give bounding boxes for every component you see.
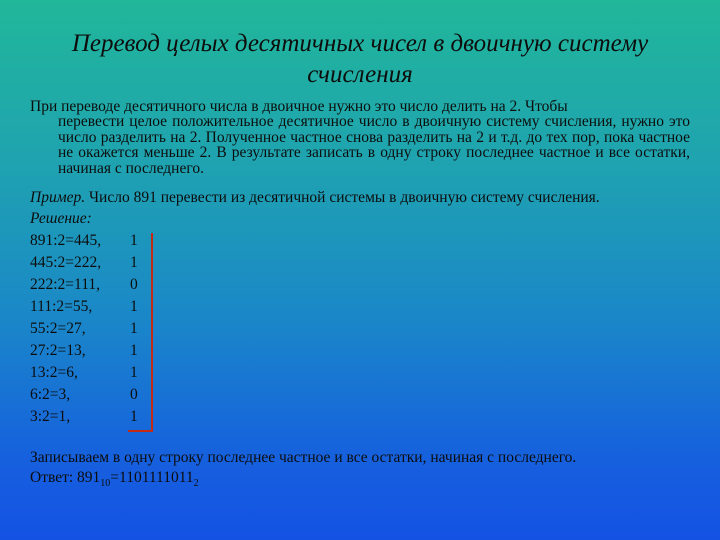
division-row <box>30 298 138 316</box>
division-expr: 55:2=27, <box>30 320 86 337</box>
division-remainder: 1 <box>130 364 138 381</box>
remainder-arrow-base <box>128 430 153 432</box>
division-expr: 27:2=13, <box>30 342 86 359</box>
division-remainder: 0 <box>130 276 138 293</box>
example-label: Пример. <box>30 189 86 206</box>
division-remainder: 1 <box>130 342 138 359</box>
division-expr: 111:2=55, <box>30 298 93 315</box>
division-expr: 13:2=6, <box>30 364 78 381</box>
slide-title: Перевод целых десятичных чисел в двоичную систему счисления <box>71 30 649 88</box>
intro-paragraph <box>30 99 690 176</box>
answer-base-from: 10 <box>100 478 111 490</box>
division-remainder: 1 <box>130 408 138 425</box>
intro-rest: перевести целое положительное десятичное число в двоичную систему счисления, нужно это число разделить на 2. Полученное частное снова разделить на 2 и т.д. до тех пор, пока частное не окажется меньше 2. В результате записать в одну строку последнее частное и все остатки, начиная с последнего. <box>58 113 690 177</box>
summary-note: Записываем в одну строку последнее частное и все остатки, начиная с последнего. <box>30 449 577 466</box>
answer-prefix: Ответ: 891 <box>30 469 101 486</box>
answer-base-to: 2 <box>193 478 199 490</box>
division-row <box>30 386 138 404</box>
division-row <box>30 408 138 426</box>
division-row <box>30 320 138 338</box>
division-expr: 891:2=445, <box>30 232 102 249</box>
intro-first-line: При переводе десятичного числа в двоичное нужно это число делить на 2. Чтобы <box>30 98 568 115</box>
division-row <box>30 364 138 382</box>
division-expr: 6:2=3, <box>30 386 71 403</box>
division-remainder: 1 <box>130 254 138 271</box>
division-row <box>30 342 138 360</box>
division-row <box>30 276 138 294</box>
division-expr: 3:2=1, <box>30 408 71 425</box>
division-expr: 445:2=222, <box>30 254 102 271</box>
example-line <box>30 189 600 207</box>
solution-label: Решение: <box>30 210 92 227</box>
division-remainder: 1 <box>130 320 138 337</box>
division-row <box>30 232 138 250</box>
division-expr: 222:2=111, <box>30 276 101 293</box>
answer-value: =1101111011 <box>110 469 194 486</box>
division-remainder: 0 <box>130 386 138 403</box>
division-row <box>30 254 138 272</box>
remainder-arrow-line <box>151 233 153 431</box>
answer-line <box>30 469 199 489</box>
division-remainder: 1 <box>130 232 138 249</box>
division-remainder: 1 <box>130 298 138 315</box>
example-text: Число 891 перевести из десятичной системы в двоичную систему счисления. <box>85 189 600 206</box>
